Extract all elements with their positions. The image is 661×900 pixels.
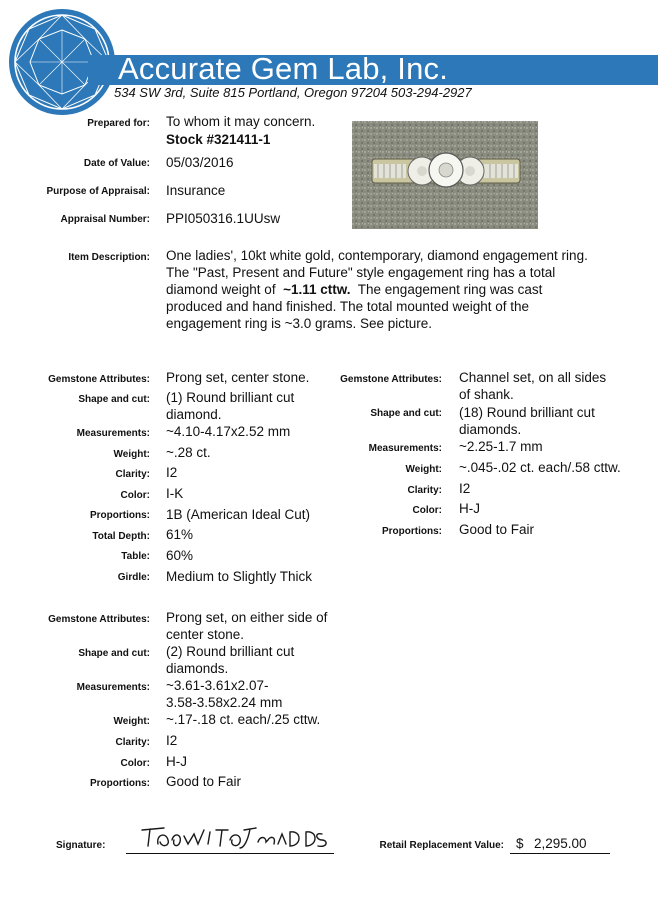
gem2-attributes-label: Gemstone Attributes: xyxy=(340,374,442,385)
appraisal-number-value: PPI050316.1UUsw xyxy=(166,211,281,226)
company-name: Accurate Gem Lab, Inc. xyxy=(118,51,449,86)
gem1-girdle-label: Girdle: xyxy=(117,572,150,583)
gem3-shape-label: Shape and cut: xyxy=(78,648,150,659)
gem1-attributes: Prong set, center stone. xyxy=(166,370,310,385)
purpose-value: Insurance xyxy=(166,183,226,198)
gem2-clarity-label: Clarity: xyxy=(407,485,442,496)
date-value: 05/03/2016 xyxy=(166,155,234,170)
gem2-weight: ~.045-.02 ct. each/.58 cttw. xyxy=(459,460,621,475)
signature-line xyxy=(126,853,334,854)
gem3-attributes: Prong set, on either side of xyxy=(166,610,328,625)
gem1-proportions-label: Proportions: xyxy=(90,510,150,521)
gem1-measurements-label: Measurements: xyxy=(76,428,150,439)
ring-photo xyxy=(352,121,538,229)
gem1-clarity: I2 xyxy=(166,465,178,480)
retail-value-line xyxy=(510,853,610,854)
gem1-depth: 61% xyxy=(166,527,194,542)
gem3-measurements: ~3.61-3.61x2.07- xyxy=(166,678,269,693)
company-address: 534 SW 3rd, Suite 815 Portland, Oregon 97204 503-294-2927 xyxy=(114,85,472,100)
gem1-shape: (1) Round brilliant cut xyxy=(166,390,295,405)
gem1-attributes-label: Gemstone Attributes: xyxy=(48,374,150,385)
gem2-proportions: Good to Fair xyxy=(459,522,535,537)
item-description-line xyxy=(166,281,626,298)
gem1-depth-label: Total Depth: xyxy=(92,531,150,542)
gem2-color: H-J xyxy=(459,501,480,516)
gem3-attributes-label: Gemstone Attributes: xyxy=(48,614,150,625)
gem1-color: I-K xyxy=(166,486,184,501)
gem2-weight-label: Weight: xyxy=(405,464,442,475)
stock-number: Stock #321411-1 xyxy=(166,132,271,147)
gem1-girdle: Medium to Slightly Thick xyxy=(166,569,313,584)
gem1-table-label: Table: xyxy=(121,551,150,562)
ring-image-icon xyxy=(352,121,538,229)
date-label: Date of Value: xyxy=(83,158,150,169)
signature-label: Signature: xyxy=(56,840,106,851)
gem3-measurements-cont: 3.58-3.58x2.24 mm xyxy=(166,695,283,710)
gem3-shape: (2) Round brilliant cut xyxy=(166,644,295,659)
prepared-for-value: To whom it may concern. xyxy=(166,114,316,129)
gem2-shape-cont: diamonds. xyxy=(459,422,522,437)
gem2-proportions-label: Proportions: xyxy=(382,526,442,537)
retail-value-label: Retail Replacement Value: xyxy=(379,840,504,851)
item-description-line: engagement ring is ~3.0 grams. See picture. xyxy=(166,316,433,331)
total-weight: ~1.11 cttw. xyxy=(283,282,351,297)
gem1-weight: ~.28 ct. xyxy=(166,445,211,460)
prepared-for-label: Prepared for: xyxy=(87,118,150,129)
handwritten-signature xyxy=(136,818,336,856)
gem1-proportions: 1B (American Ideal Cut) xyxy=(166,507,311,522)
gem3-shape-cont: diamonds. xyxy=(166,661,229,676)
item-description-label: Item Description: xyxy=(68,252,150,263)
item-description xyxy=(166,247,626,332)
gem1-shape-label: Shape and cut: xyxy=(78,394,150,405)
gem3-proportions: Good to Fair xyxy=(166,774,242,789)
item-description-line: produced and hand finished. The total mounted weight of the xyxy=(166,299,530,314)
gem1-weight-label: Weight: xyxy=(113,449,150,460)
gem3-weight-label: Weight: xyxy=(113,716,150,727)
gem2-shape: (18) Round brilliant cut xyxy=(459,405,595,420)
gem3-weight: ~.17-.18 ct. each/.25 cttw. xyxy=(166,712,321,727)
gem3-clarity-label: Clarity: xyxy=(115,737,150,748)
weight-prefix: diamond weight of xyxy=(166,282,276,297)
gem2-measurements: ~2.25-1.7 mm xyxy=(459,439,543,454)
purpose-label: Purpose of Appraisal: xyxy=(46,186,150,197)
retail-currency: $ xyxy=(516,836,524,851)
retail-value: 2,295.00 xyxy=(534,836,587,851)
item-description-line: One ladies', 10kt white gold, contemporary, diamond engagement ring. xyxy=(166,248,588,263)
gem3-clarity: I2 xyxy=(166,733,178,748)
gem2-color-label: Color: xyxy=(412,505,442,516)
item-description-line-rest: The engagement ring was cast xyxy=(357,282,543,297)
gem1-color-label: Color: xyxy=(120,490,150,501)
gem1-shape-cont: diamond. xyxy=(166,407,222,422)
item-description-line: The "Past, Present and Future" style engagement ring has a total xyxy=(166,265,556,280)
gem3-color-label: Color: xyxy=(120,758,150,769)
gem1-measurements: ~4.10-4.17x2.52 mm xyxy=(166,424,291,439)
gem1-table: 60% xyxy=(166,548,194,563)
gem2-attributes-cont: of shank. xyxy=(459,387,514,402)
gem2-measurements-label: Measurements: xyxy=(368,443,442,454)
gem3-measurements-label: Measurements: xyxy=(76,682,150,693)
gem1-clarity-label: Clarity: xyxy=(115,469,150,480)
gem2-attributes: Channel set, on all sides xyxy=(459,370,607,385)
gem3-attributes-cont: center stone. xyxy=(166,627,245,642)
gem3-proportions-label: Proportions: xyxy=(90,778,150,789)
appraisal-number-label: Appraisal Number: xyxy=(60,214,150,225)
gem3-color: H-J xyxy=(166,754,187,769)
gem2-shape-label: Shape and cut: xyxy=(370,408,442,419)
gem2-clarity: I2 xyxy=(459,481,471,496)
